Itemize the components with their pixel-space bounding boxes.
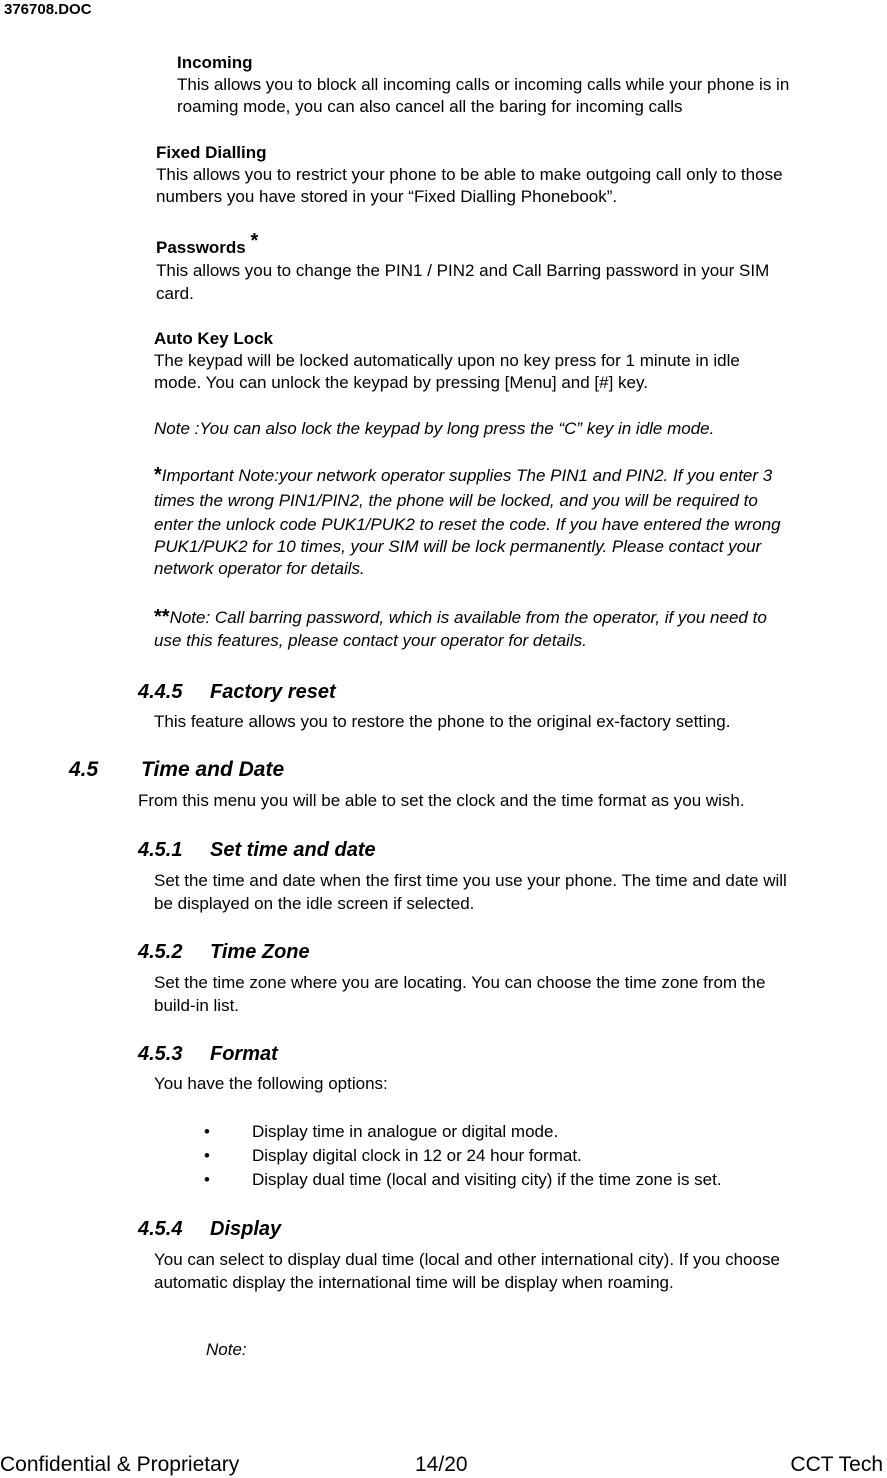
section-4-4-5-number: 4.4.5 — [138, 681, 183, 703]
section-4-5-4-note: Note: — [206, 1340, 247, 1359]
barring-note-line-1 — [154, 606, 767, 629]
section-4-5-2-line-1: Set the time zone where you are locating. You can choose the time zone from the — [154, 973, 766, 992]
format-option: Display digital clock in 12 or 24 hour format. — [252, 1146, 582, 1165]
format-option: Display time in analogue or digital mode. — [252, 1122, 559, 1141]
section-4-4-5-title: Factory reset — [210, 681, 336, 703]
barring-note-line-2: use this features, please contact your operator for details. — [154, 631, 587, 650]
bullet-marker: • — [204, 1122, 210, 1141]
passwords-asterisk: * — [250, 230, 259, 252]
auto-key-lock-note: Note :You can also lock the keypad by long press the “C” key in idle mode. — [154, 419, 715, 438]
barring-note-asterisks: ** — [154, 606, 170, 628]
document-name: 376708.DOC — [4, 1, 92, 18]
section-4-5-3-number: 4.5.3 — [138, 1043, 183, 1065]
important-note-line-5: network operator for details. — [154, 559, 365, 578]
section-4-5-2-line-2: build-in list. — [154, 996, 240, 1015]
section-4-5-1-line-2: be displayed on the idle screen if selected. — [154, 894, 475, 913]
section-4-5-1-line-1: Set the time and date when the first time you use your phone. The time and date will — [154, 871, 787, 890]
section-4-5-1-number: 4.5.1 — [138, 839, 183, 861]
section-4-5-2-number: 4.5.2 — [138, 941, 183, 963]
barring-note-text-1: Note: Call barring password, which is available from the operator, if you need to — [169, 608, 767, 627]
auto-key-lock-line-1: The keypad will be locked automatically upon no key press for 1 minute in idle — [154, 351, 740, 370]
important-note-line-2: times the wrong PIN1/PIN2, the phone will be locked, and you will be required to — [154, 491, 758, 510]
incoming-line-1: This allows you to block all incoming calls or incoming calls while your phone is in — [177, 75, 790, 94]
section-4-4-5-text: This feature allows you to restore the phone to the original ex-factory setting. — [154, 712, 731, 731]
important-note-line-3: enter the unlock code PUK1/PUK2 to reset the code. If you have entered the wrong — [154, 515, 781, 534]
fixed-dialling-line-1: This allows you to restrict your phone to be able to make outgoing call only to those — [156, 165, 783, 184]
bullet-marker: • — [204, 1170, 210, 1189]
footer-confidential: Confidential & Proprietary — [0, 1453, 240, 1476]
footer-page-number: 14/20 — [415, 1453, 468, 1476]
passwords-line-1: This allows you to change the PIN1 / PIN2 and Call Barring password in your SIM — [156, 261, 770, 280]
section-4-5-3-intro: You have the following options: — [154, 1074, 388, 1093]
section-4-5-1-title: Set time and date — [210, 839, 376, 861]
fixed-dialling-line-2: numbers you have stored in your “Fixed Dialling Phonebook”. — [156, 187, 618, 206]
important-note-text-1: Important Note:your network operator supplies The PIN1 and PIN2. If you enter 3 — [161, 466, 773, 485]
auto-key-lock-line-2: mode. You can unlock the keypad by pressing [Menu] and [#] key. — [154, 373, 648, 392]
format-option: Display dual time (local and visiting city) if the time zone is set. — [252, 1170, 722, 1189]
section-4-5-4-line-1: You can select to display dual time (local and other international city). If you choose — [154, 1250, 780, 1269]
important-note-line-4: PUK1/PUK2 for 10 times, your SIM will be lock permanently. Please contact your — [154, 537, 762, 556]
important-note-line-1 — [154, 464, 772, 487]
section-4-5-4-title: Display — [210, 1218, 282, 1240]
section-4-5-3-title: Format — [210, 1043, 278, 1065]
passwords-heading — [156, 230, 259, 259]
section-4-5-4-line-2: automatic display the international time will be display when roaming. — [154, 1273, 674, 1292]
section-4-5-number: 4.5 — [69, 758, 99, 781]
section-4-5-4-number: 4.5.4 — [138, 1218, 183, 1240]
fixed-dialling-title: Fixed Dialling — [156, 143, 267, 162]
passwords-title: Passwords — [156, 238, 246, 257]
section-4-5-text: From this menu you will be able to set the clock and the time format as you wish. — [138, 791, 745, 810]
section-4-5-2-title: Time Zone — [210, 941, 310, 963]
important-note-asterisk: * — [154, 464, 162, 486]
auto-key-lock-title: Auto Key Lock — [154, 329, 274, 348]
incoming-title: Incoming — [177, 53, 253, 72]
bullet-marker: • — [204, 1146, 210, 1165]
incoming-line-2: roaming mode, you can also cancel all the baring for incoming calls — [177, 97, 683, 116]
passwords-line-2: card. — [156, 284, 194, 303]
footer-company: CCT Tech — [790, 1453, 883, 1476]
section-4-5-title: Time and Date — [141, 758, 285, 781]
